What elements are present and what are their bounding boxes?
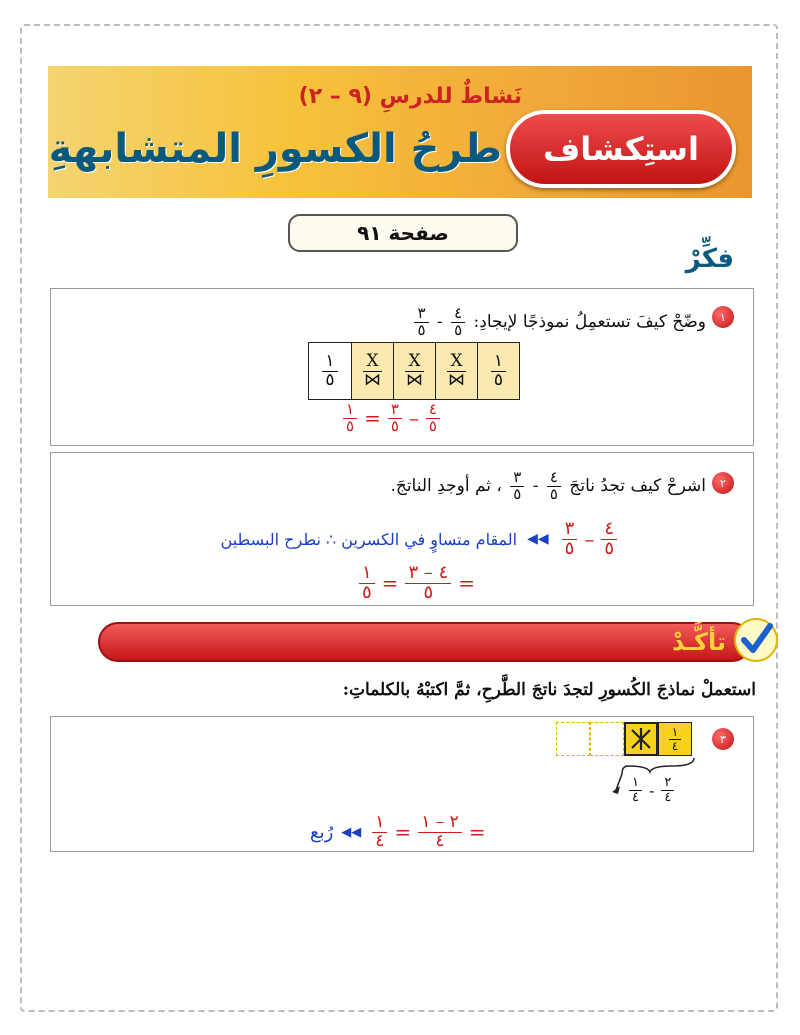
- explore-badge: استِكشاف: [506, 110, 736, 188]
- page-reference: صفحة ٩١: [288, 214, 518, 252]
- question-1-prompt: وضّحْ كيفَ تستعمِلُ نموذجًا لإيجادِ:: [473, 311, 706, 332]
- check-heading: تأكَّـدْ: [671, 628, 726, 656]
- question-1-text: [411, 306, 706, 339]
- arrow-icon: ◀◀: [527, 531, 549, 548]
- think-heading: فكِّرْ: [685, 244, 734, 274]
- model-cell-empty: [556, 722, 590, 756]
- answer-word: رُبع: [310, 821, 334, 843]
- model-cell: $\frac{١}{٥}$: [477, 343, 519, 399]
- question-number-1: ١: [712, 306, 734, 328]
- quarter-model: [556, 722, 692, 756]
- model-cell-crossed: [624, 722, 658, 756]
- fraction-b: $\frac{٣}{٥}$: [414, 306, 428, 339]
- question-number-3: ٣: [712, 728, 734, 750]
- question-3-expression: $\frac{١}{٤}$ - $\frac{٢}{٤}$: [626, 776, 677, 804]
- model-cell: $\frac{١}{٥}$: [309, 343, 351, 399]
- model-cell-empty: [590, 722, 624, 756]
- question-2-text: اشرحْ كيف تجدُ ناتجَ $\frac{٤}{٥}$ - $\frac{٣}{٥}$ ، ثم أوجدِ الناتجَ.: [390, 468, 706, 503]
- check-mark-icon: [734, 618, 778, 662]
- question-1-answer: $\frac{١}{٥}$ = $\frac{٣}{٥}$ – $\frac{٤}{٥}$: [340, 402, 443, 435]
- explanation-text: المقام متساوٍ في الكسرين ∴ نطرح البسطين: [220, 529, 518, 549]
- question-2-answer: $\frac{١}{٥}$ = $\frac{٤ - ٣}{٥}$ =: [356, 564, 479, 603]
- question-2-explanation-row: $\frac{٤}{٥}$ – $\frac{٣}{٥}$ ◀◀ المقام متساوٍ في الكسرين ∴ نطرح البسطين: [221, 520, 620, 559]
- instructions: استعملْ نماذجَ الكُسورِ لتجدَ ناتجَ الطَّرحِ، ثمَّ اكتبْهُ بالكلماتِ:: [342, 680, 756, 700]
- check-banner: [98, 622, 752, 662]
- minus-sign: -: [436, 311, 443, 332]
- model-cell-crossed: $\frac{X}{⋈}$: [393, 343, 435, 399]
- model-cell-crossed: $\frac{X}{⋈}$: [351, 343, 393, 399]
- model-cell-crossed: $\frac{X}{⋈}$: [435, 343, 477, 399]
- arrow-icon: ◀◀: [341, 824, 362, 840]
- model-cell: $\frac{١}{٤}$: [658, 722, 692, 756]
- lesson-title: طرحُ الكسورِ المتشابهةِ: [48, 126, 502, 172]
- question-3-answer: رُبع ◀◀ $\frac{١}{٤}$ = $\frac{٢ - ١}{٤}$ =: [310, 812, 486, 851]
- fraction-a: $\frac{٤}{٥}$: [451, 306, 465, 339]
- fraction-model: [308, 342, 520, 400]
- activity-label: نَشاطٌ للدرسِ (٩ – ٢): [298, 84, 522, 109]
- question-number-2: ٢: [712, 472, 734, 494]
